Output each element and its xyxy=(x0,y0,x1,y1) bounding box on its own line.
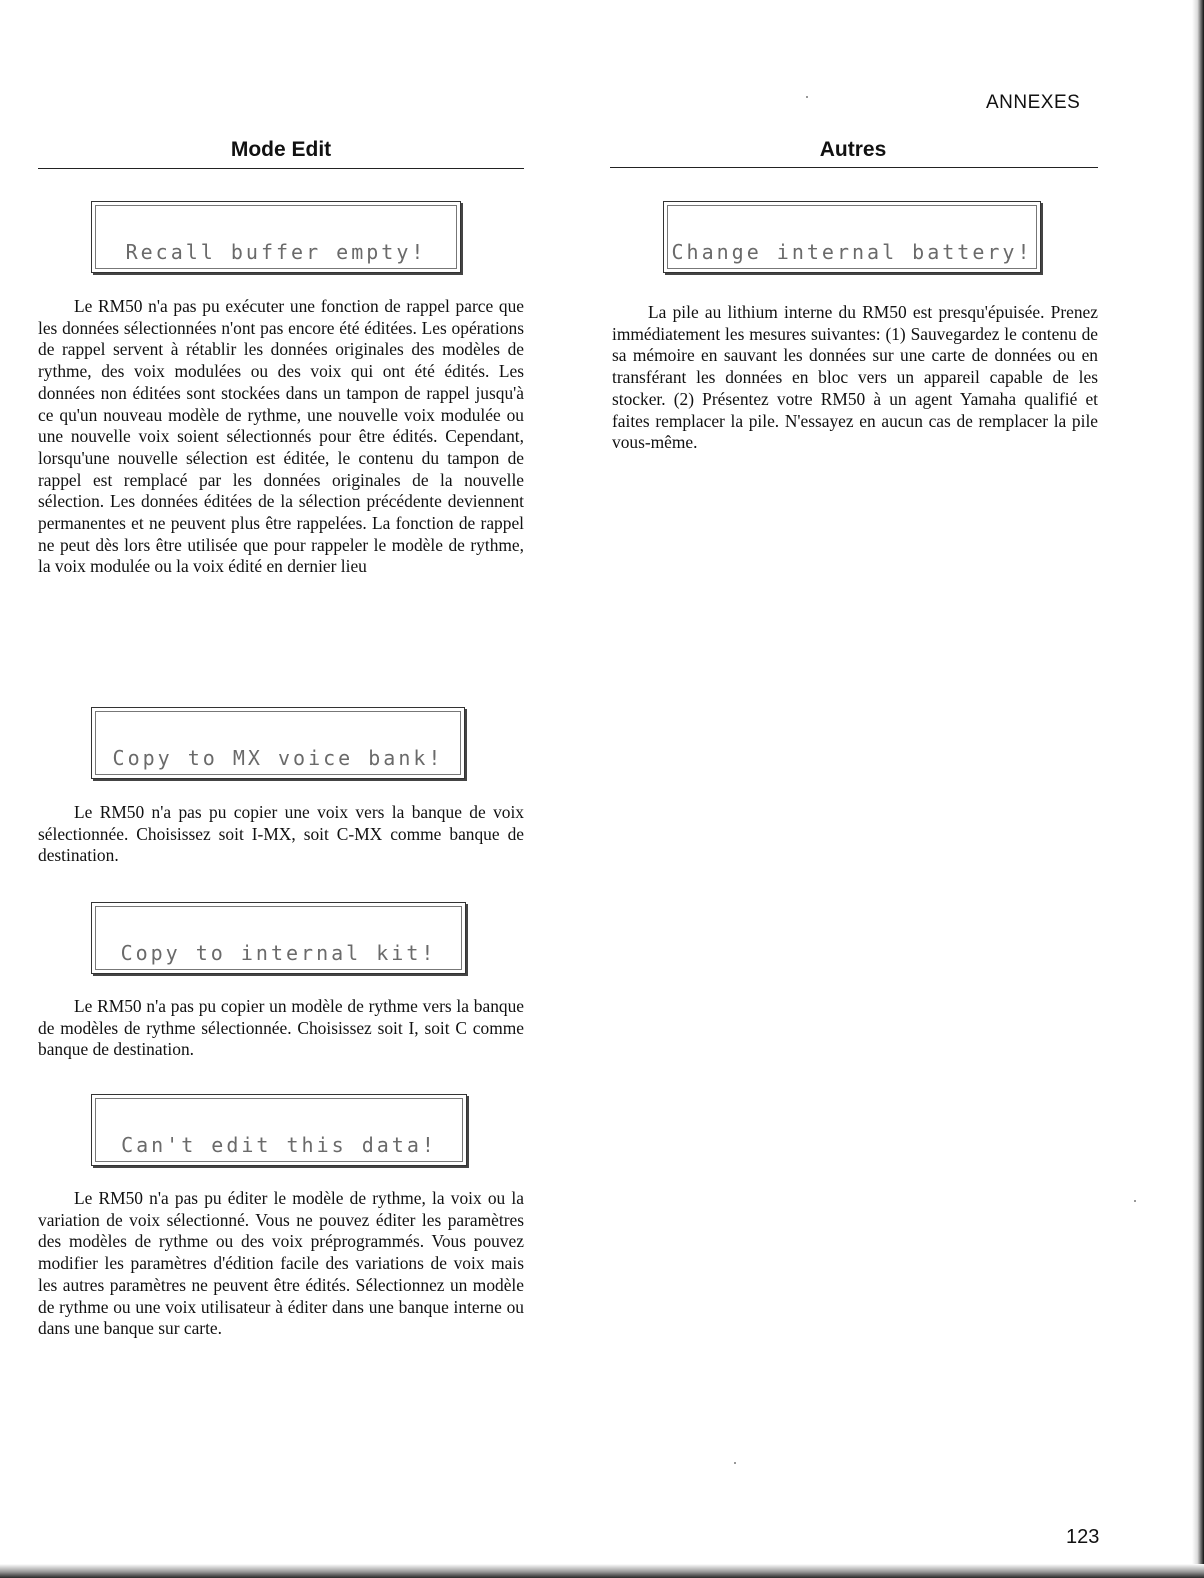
scan-speck xyxy=(806,96,808,98)
section-header: ANNEXES xyxy=(986,92,1081,113)
paragraph-recall: Le RM50 n'a pas pu exécuter une fonction de rappel parce que les données sélectionnées n'ont pas encore été éditées. Les opérations de rappel servent à rétablir les données originales des modèles de rythme, des voix modulées ou des voix qui ont été édités. Les données non éditées sont stockées dans un tampon de rappel jusqu'à ce qu'un nouveau modèle de rythme, une nouvelle voix modulée ou une nouvelle voix soient sélectionnés pour être édités. Cependant, lorsqu'une nouvelle sélection est éditée, le contenu du tampon de rappel est remplacé par les données originales de la nouvelle sélection. Les données éditées de la sélection précédente deviennent permanentes et ne peuvent plus être rappelées. La fonction de rappel ne peut dès lors être utilisée que pour rappeler le modèle de rythme, la voix modulée ou la voix édité en dernier lieu xyxy=(38,296,524,577)
lcd-message-recall xyxy=(91,201,461,273)
page-number: 123 xyxy=(1066,1526,1100,1548)
page-edge-shadow xyxy=(0,1564,1204,1578)
right-title-rule xyxy=(610,167,1098,168)
paragraph-copy-mx: Le RM50 n'a pas pu copier une voix vers la banque de voix sélectionnée. Choisissez soit I-MX, soit C-MX comme banque de destination. xyxy=(38,802,524,866)
lcd-text: Recall buffer empty! xyxy=(125,240,427,264)
scan-speck xyxy=(1134,1200,1136,1202)
paragraph-cant-edit: Le RM50 n'a pas pu éditer le modèle de rythme, la voix ou la variation de voix sélectionné. Vous ne pouvez éditer les paramètres des modèles de rythme ou des voix préprogrammés. Vous pouvez modifier les paramètres d'édition facile des variations de voix mais les autres paramètres ne peuvent être édités. Sélectionnez un modèle de rythme ou une voix utilisateur à éditer dans une banque interne ou dans une banque sur carte. xyxy=(38,1188,524,1339)
lcd-text: Change internal battery! xyxy=(671,240,1033,264)
scan-speck xyxy=(734,1462,736,1464)
lcd-text: Copy to MX voice bank! xyxy=(112,746,444,770)
paragraph-copy-kit: Le RM50 n'a pas pu copier un modèle de rythme vers la banque de modèles de rythme sélectionnée. Choisissez soit I, soit C comme banque de destination. xyxy=(38,996,524,1060)
lcd-text: Can't edit this data! xyxy=(121,1133,437,1157)
paragraph-battery: La pile au lithium interne du RM50 est presqu'épuisée. Prenez immédiatement les mesures suivantes: (1) Sauvegardez le contenu de sa mémoire en sauvant les données sur une carte de données ou en transférant les données en bloc vers un appareil capable de les stocker. (2) Présentez votre RM50 à un agent Yamaha qualifié et faites remplacer la pile. N'essayez en aucun cas de remplacer la pile vous-même. xyxy=(612,302,1098,453)
lcd-message-battery xyxy=(663,201,1041,273)
left-title-rule xyxy=(38,168,524,169)
left-column-title: Mode Edit xyxy=(230,138,332,161)
lcd-message-copy-kit xyxy=(91,902,466,974)
lcd-text: Copy to internal kit! xyxy=(120,941,437,965)
lcd-message-cant-edit xyxy=(91,1094,467,1166)
page-edge-shadow xyxy=(1192,0,1204,1578)
lcd-message-copy-mx xyxy=(91,707,465,779)
right-column-title: Autres xyxy=(819,138,887,161)
